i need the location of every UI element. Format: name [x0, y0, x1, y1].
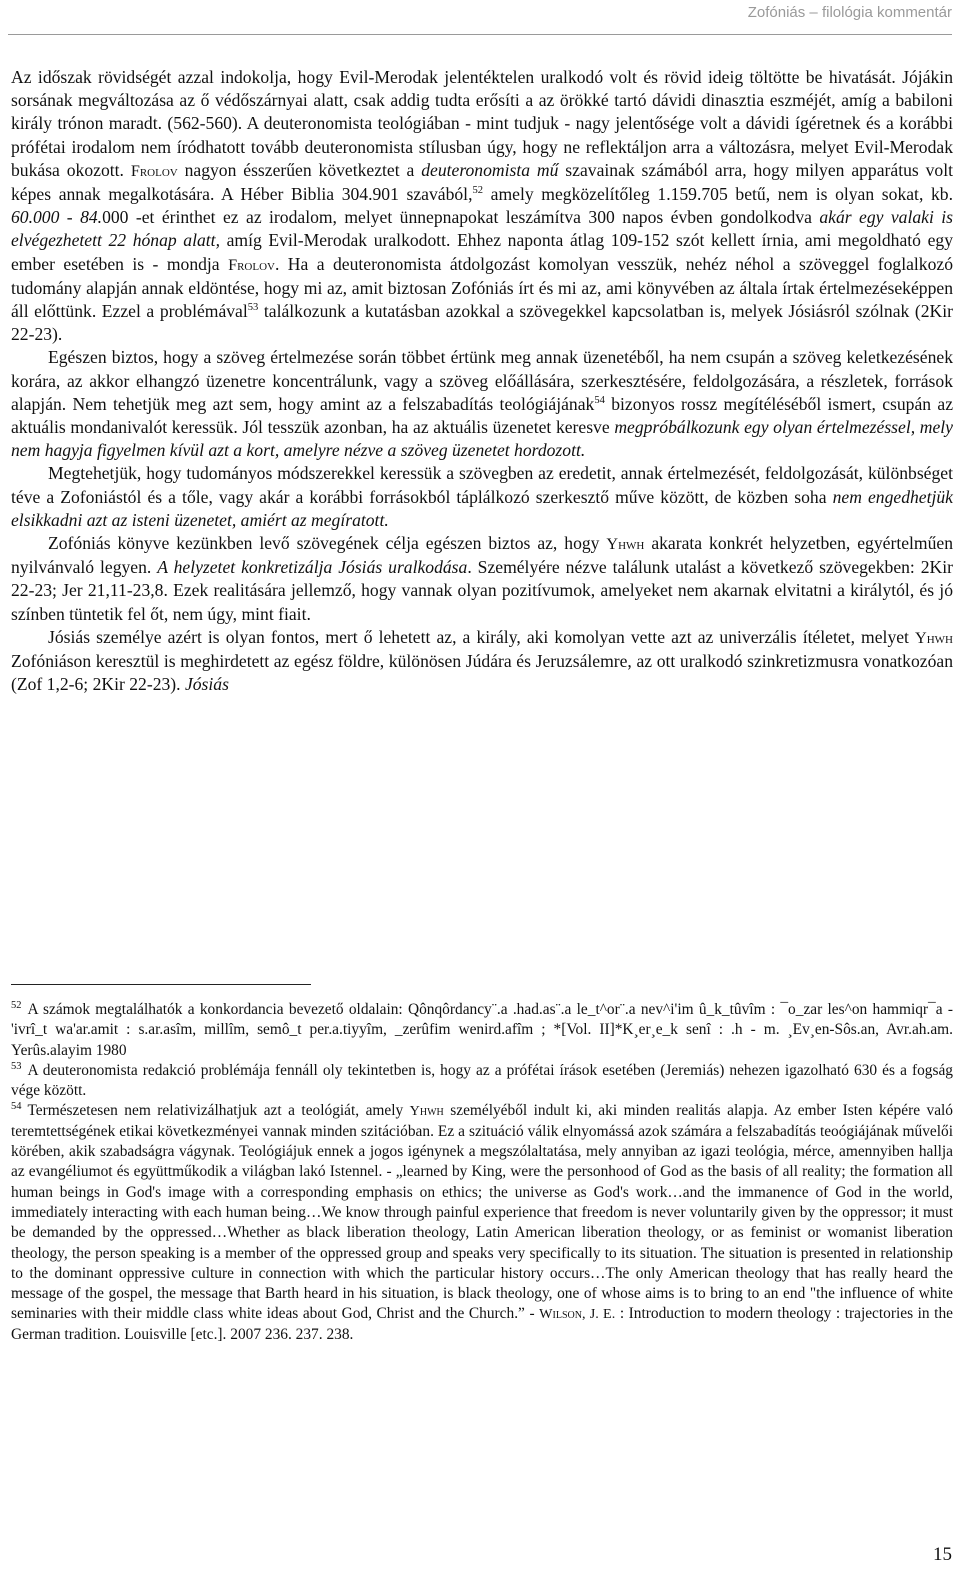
footnote-ref-54[interactable]: 54 [594, 394, 605, 406]
footnote-53 [11, 1061, 953, 1102]
header-rule [8, 34, 952, 35]
text-run: Egészen biztos, hogy a szöveg értelmezése során többet értünk meg annak üzenetéből, ha nem csupán a szöveg keletkezésének korára, az akkor elhangzó üzenetre koncentrálunk, vagy a szöveg előállására, szerkesztésére, feldolgozására, a részletek, források alapján. Nem tehetjük meg azt sem, hogy amint az a felszabadítás teológiájának [11, 347, 953, 414]
footnote-number: 52 [11, 999, 22, 1011]
divine-name: Yhwh [606, 535, 645, 554]
text-run: Megtehetjük, hogy tudományos módszerekkel keressük a szövegben az eredetit, annak értelmezését, feldolgozását, különbséget téve a Zofoniástól és a tőle, vagy akár a korábbi forrásokból táplálkozó szerkesztő műve között, de közben soha [11, 463, 953, 507]
text-run: Zofóniáson keresztül is meghirdetett az egész földre, különösen Júdára és Jeruzsálemre, az ott uralkodó szinkretizmusra vonatkozóan (Zof 1,2-6; 2Kir 22-23). [11, 651, 953, 695]
italic-run: akár egy valaki is elvégezhetett 22 hónap alatt, [11, 207, 953, 251]
paragraph-1 [11, 66, 953, 346]
text-run: . Ha a deuteronomista átdolgozást komolyan vesszük, nehéz néhol a szöveggel foglalkozó tudomány alapján annak eldöntése, hogy mi az, amit biztosan Zofóniás írt és mi az, ami könyvében az általa írtak értelmezéseképpen áll előttünk. Ezzel a problémával [11, 253, 953, 322]
italic-run: megpróbálkozunk egy olyan értelmezéssel, mely nem hagyja figyelmen kívül azt a kort, amelyre nézve a szöveg üzenetet hordozott. [11, 417, 953, 461]
author-name: Frolov [228, 255, 275, 274]
text-run: bizonyos rossz megítéléséből ismert, csupán az aktuális mondanivalót keressük. Jól tesszük azonban, ha az aktuális üzenetet keresve [11, 393, 954, 438]
paragraph-4 [11, 532, 953, 626]
footnote-number: 53 [11, 1060, 22, 1072]
paragraph-2 [11, 346, 953, 462]
footnote-text: személyéből indult ki, aki minden realitás alapja. Az ember Isten képére való teremtettségének etikai következményei vannak minden szitációban. Ez a szituáció válik elnyomássá azok számára a felszabadítás teoógiájának művelői körében, akik szabadságra vágynak. Teológiájuk ennek a jogos igénynek a megszólaltatása, mely annyiban az igazi teológia, mérce, amennyiben hallja az evangéliumot és együttműkodik a világban lakó Istennel. - „learned by King, were the personhood of God as the basis of all reality; the formation all human beings in God's image with a corresponding emphasis on ethics; the universe as God's work…and the immanence of God in the world, immediately interacting with each human being…We know through painful experience that freedom is never voluntarily given by the oppressor; it must be demanded by the oppressed…Whether as black liberation theology, Latin American liberation theology, or as feminist or womanist liberation theology, the person speaking is a member of the oppressed group and speaks very specifically to its situation. The situation is presented in relationship to the dominant oppressive culture in connection with which the particular history occurs…The only American theology that has really heard the message of the gospel, the message that Barth heard in his situation, is black theology, one of whose aims is to bring to an end "the influence of white seminaries with their middle class white ideas about God, Christ and the Church.” - [11, 1102, 954, 1323]
text-run: szavainak számából arra, hogy milyen apparátus volt képes annak megalkotására. A Héber Biblia 304.901 szavából, [11, 159, 953, 205]
text-run: akarata konkrét helyzetben, egyértelműen nyilvánvaló legyen. [11, 533, 953, 578]
footnote-ref-52[interactable]: 52 [472, 185, 484, 197]
paragraph-3 [11, 462, 953, 532]
footnote-number: 54 [11, 1101, 22, 1113]
footnote-52 [11, 1000, 953, 1061]
footnote-text: Természetesen nem relativizálhatjuk azt a teológiát, amely [27, 1102, 410, 1120]
running-header: Zofóniás – filológia kommentár [747, 4, 952, 21]
author-name: Frolov [130, 161, 178, 180]
page-number: 15 [933, 1544, 952, 1565]
text-run: Az időszak rövidségét azzal indokolja, hogy Evil-Merodak jelentéktelen uralkodó volt és rövid ideig töltötte be hivatását. Jójákin sorsának megváltozása az ő védőszárnyai alatt, csak addig tudta erősíti a az örökké tartó dávidi dinasztia eszméjét, amíg a babiloni király trónon maradt. (562-560). A deuteronomista teológiában - mint tudjuk - nagy jelentősége volt a dávidi ígéretnek és a korábbi prófétai irodalom nem íródhatott tovább deuteronomista stílusban úgy, hogy ne reflektáljon arra a változásra, melyet Evil-Merodak bukása okozott. [11, 67, 953, 180]
footnote-text: A számok megtalálhatók a konkordancia bevezető oldalain: Qônqôrdancy¨.a .had.as¨.a le_t^or¨.a nev^i'im û_k_tûvîm : ¯o_zar les^on hammiqr¯a - 'ivrî_t wa'ar.amit : s.ar.asîm, millîm, semô_t per.a.tiyyîm, _zerûfim wenird.afîm ; *[Vol. II]*K¸er¸e_k senî : .h - m. ¸Ev¸en-Sôs.an, Avr.ah.am. Yerûs.alayim 1980 [11, 1001, 953, 1059]
divine-name: Yhwh [409, 1103, 444, 1120]
italic-run: 60.000 - 84. [11, 207, 103, 228]
paragraph-5 [11, 626, 953, 697]
text-run: . Személyére nézve találunk utalást a következő szövegekben: 2Kir 22-23; Jer 21,11-23,8. Ezek realitására jellemző, hogy vannak olyan pozitívumok, amelyeket nem akarnak elvitatni a királytól, és jó színben tüntetik fel őt, nem úgy, mint fiait. [11, 557, 954, 624]
italic-run: nem engedhetjük elsikkadni azt az isteni üzenetet, amiért az megíratott. [11, 486, 953, 530]
text-run: Zofóniás könyve kezünkben levő szövegének célja egészen biztos az, hogy [48, 533, 607, 554]
text-run: amíg Evil-Merodak uralkodott. Ehhez naponta átlag 109-152 szót kellett írnia, ami megoldható egy ember esetében is - mondja [11, 230, 953, 274]
footnote-text: : Introduction to modern theology : trajectories in the German tradition. Louisville [etc.]. 2007 236. 237. 238. [11, 1305, 953, 1343]
author-name: Wilson, J. E. [539, 1306, 616, 1323]
footnote-ref-53[interactable]: 53 [247, 302, 259, 314]
text-run: nagyon ésszerűen következtet a [177, 159, 422, 180]
text-run: találkozunk a kutatásban azokkal a szövegekkel kapcsolatban is, melyek Jósiásról szólnak (2Kir 22-23). [11, 301, 953, 345]
italic-run: Jósiás [184, 674, 229, 695]
italic-run: deuteronomista mű [421, 159, 559, 180]
footnotes [11, 1000, 953, 1345]
text-run: amely megközelítőleg 1.159.705 betű, nem is olyan sokat, kb. [483, 184, 953, 205]
footnote-54 [11, 1101, 953, 1345]
footnote-separator [11, 984, 311, 985]
divine-name: Yhwh [915, 628, 953, 647]
text-run: 000 -et érinthet ez az irodalom, melyet ünnepnapokat leszámítva 300 napos évben gondolkodva [102, 207, 820, 228]
footnote-text: A deuteronomista redakció problémája fennáll oly tekintetben is, hogy az a prófétai írások esetében (Jeremiás) nehezen igazolható 630 és a fogság vége között. [11, 1061, 953, 1100]
body-text [11, 66, 953, 696]
text-run: Jósiás személye azért is olyan fontos, mert ő lehetett az, a király, aki komolyan vette azt az univerzális ítéletet, melyet [48, 626, 916, 647]
italic-run: A helyzetet konkretizálja Jósiás uralkodása [157, 557, 468, 578]
